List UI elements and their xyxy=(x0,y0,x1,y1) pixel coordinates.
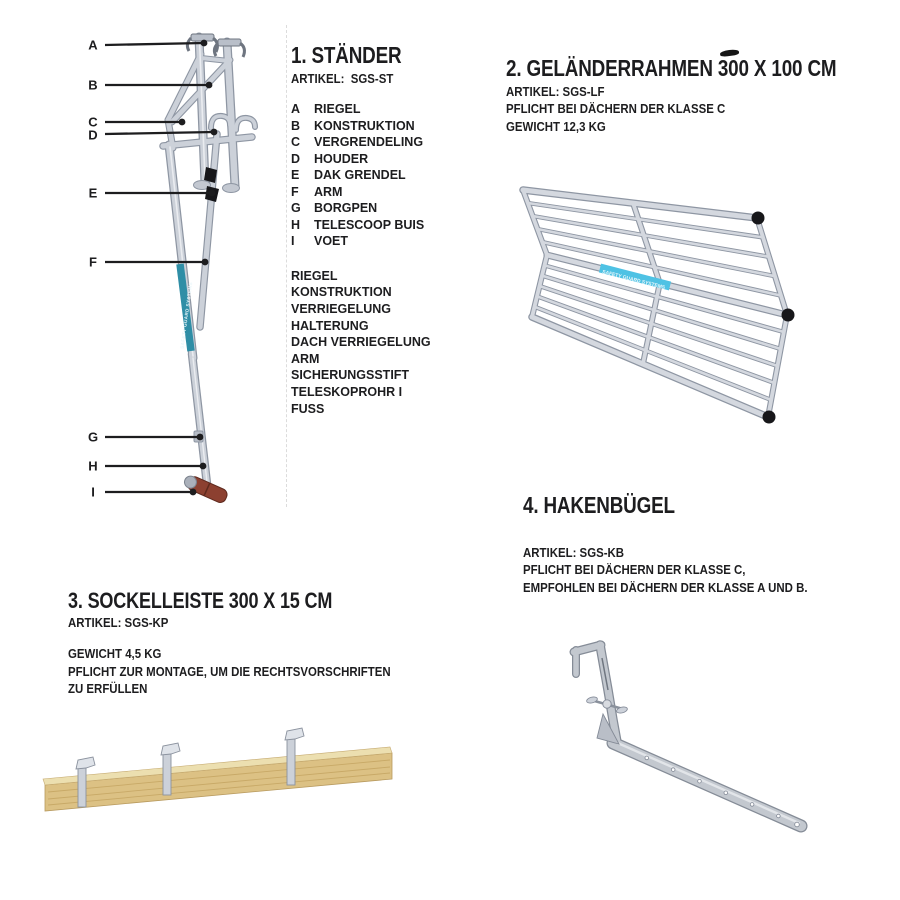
legend-letter: I xyxy=(291,234,295,249)
callout-letter-f: F xyxy=(89,254,97,270)
legend-row xyxy=(291,233,491,250)
legend-row xyxy=(291,151,491,168)
legend-letter: D xyxy=(291,151,301,166)
section3-note-line2: ZU ERFÜLLEN xyxy=(68,680,148,696)
legend-row xyxy=(291,134,491,151)
section1-artikel: ARTIKEL: SGS-ST xyxy=(291,71,394,86)
legend-row xyxy=(291,118,491,135)
legend-name: TELESCOOP BUIS xyxy=(314,217,425,232)
section-hakenbuegel-text xyxy=(523,492,893,596)
german-item: FUSS xyxy=(291,401,325,416)
legend-name: DAK GRENDEL xyxy=(314,168,406,183)
section-sockelleiste-text xyxy=(68,588,468,697)
german-item: TELESKOPROHR I xyxy=(291,384,403,399)
sockelleiste-image xyxy=(30,712,430,852)
german-item: HALTERUNG xyxy=(291,318,369,333)
legend-name: HOUDER xyxy=(314,151,369,166)
callout-letter-h: H xyxy=(88,458,98,474)
section2-title: 2. GELÄNDERRAHMEN 300 X 100 CM xyxy=(506,55,837,81)
legend-name: KONSTRUKTION xyxy=(314,118,415,133)
legend-letter: F xyxy=(291,184,299,199)
german-translation-list xyxy=(291,268,491,417)
section3-weight: GEWICHT 4,5 KG xyxy=(68,646,162,662)
legend-row xyxy=(291,167,491,184)
legend-name: VOET xyxy=(314,234,349,249)
section3-artikel: ARTIKEL: SGS-KP xyxy=(68,615,169,630)
callout-letter-c: C xyxy=(88,114,98,130)
legend-letter: A xyxy=(291,102,301,117)
legend-row xyxy=(291,200,491,217)
staender-diagram xyxy=(60,20,300,520)
strap-highlight xyxy=(612,741,799,824)
german-item: ARM xyxy=(291,351,320,366)
section2-note: PFLICHT BEI DÄCHERN DER KLASSE C xyxy=(506,101,726,117)
callout-letter-g: G xyxy=(87,429,99,445)
legend-row xyxy=(291,217,491,234)
legend-letter: B xyxy=(291,118,301,133)
section1-title: 1. STÄNDER xyxy=(291,42,402,68)
section4-note-line1: PFLICHT BEI DÄCHERN DER KLASSE C, xyxy=(523,562,746,578)
sticker-text: SAFETY GUARD SYSTEMS xyxy=(179,281,194,350)
rail-sticker xyxy=(600,268,670,291)
hook-bracket xyxy=(574,645,801,827)
section2-artikel: ARTIKEL: SGS-LF xyxy=(506,84,605,99)
gelaenderrahmen-image xyxy=(488,173,818,443)
section-staender-text xyxy=(291,42,491,417)
section3-title: 3. SOCKELLEISTE 300 X 15 CM xyxy=(68,588,333,613)
legend-name: ARM xyxy=(314,184,343,199)
legend-name: VERGRENDELING xyxy=(314,135,424,150)
hakenbuegel-image xyxy=(545,630,880,860)
legend-name: RIEGEL xyxy=(314,102,361,117)
german-item: VERRIEGELUNG xyxy=(291,301,392,316)
toe-board-plank xyxy=(43,747,392,811)
callout-letter-d: D xyxy=(88,127,98,143)
german-item: KONSTRUKTION xyxy=(291,285,392,300)
section4-artikel: ARTIKEL: SGS-KB xyxy=(523,545,625,560)
german-item: SICHERUNGSSTIFT xyxy=(291,368,410,383)
callout-letter-i: I xyxy=(91,484,95,500)
callout-letter-a: A xyxy=(88,37,98,53)
section-gelaenderrahmen-text xyxy=(506,55,886,135)
legend-letter: G xyxy=(291,201,301,216)
callout-letter-b: B xyxy=(88,77,98,93)
german-item: DACH VERRIEGELUNG xyxy=(291,335,431,350)
legend-name: BORGPEN xyxy=(314,201,378,216)
callout-letters xyxy=(88,38,98,500)
parts-legend xyxy=(291,101,491,250)
section3-note-line1: PFLICHT ZUR MONTAGE, UM DIE RECHTSVORSCHRIFTEN xyxy=(68,663,391,679)
legend-row xyxy=(291,101,491,118)
legend-letter: C xyxy=(291,135,301,150)
rail-sticker-text: SAFETY GUARD SYSTEMS xyxy=(601,269,666,292)
legend-letter: H xyxy=(291,217,301,232)
section2-weight: GEWICHT 12,3 KG xyxy=(506,118,606,134)
section4-title: 4. HAKENBÜGEL xyxy=(523,492,675,518)
legend-letter: E xyxy=(291,168,300,183)
callout-letter-e: E xyxy=(88,185,98,201)
legend-row xyxy=(291,184,491,201)
section4-note-line2: EMPFOHLEN BEI DÄCHERN DER KLASSE A UND B. xyxy=(523,579,808,595)
german-item: RIEGEL xyxy=(291,268,338,283)
